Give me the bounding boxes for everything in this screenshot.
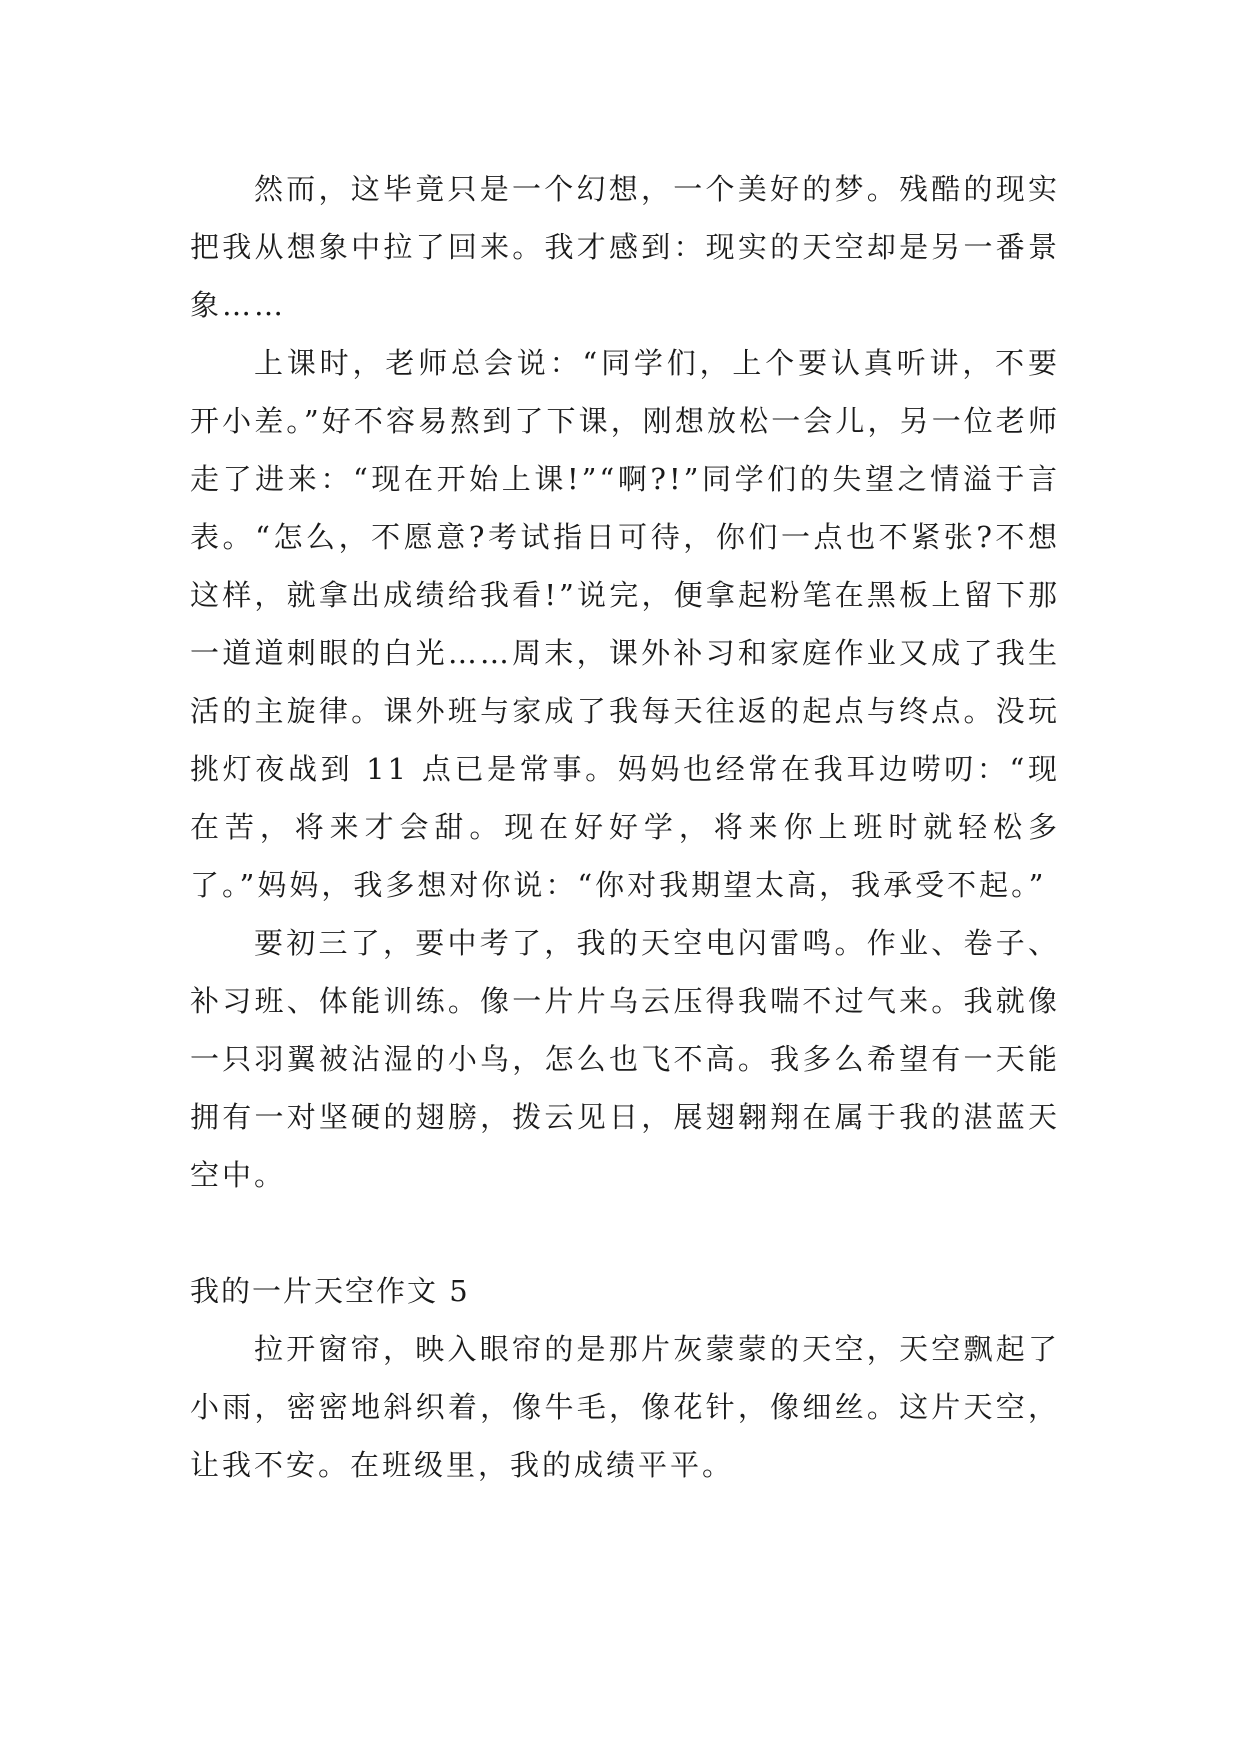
document-page (190, 160, 1060, 1494)
section-heading: 我的一片天空作文 5 (190, 1274, 470, 1308)
paragraph-school-life: 上课时，老师总会说：“同学们，上个要认真听讲，不要开小差。”好不容易熬到了下课，刚想放松一会儿，另一位老师走了进来：“现在开始上课!”“啊?!”同学们的失望之情溢于言表。“怎么，不愿意?考试指日可待，你们一点也不紧张?不想这样，就拿出成绩给我看!”说完，便拿起粉笔在黑板上留下那一道道刺眼的白光……周末，课外补习和家庭作业又成了我生活的主旋律。课外班与家成了我每天往返的起点与终点。没玩挑灯夜战到 11 点已是常事。妈妈也经常在我耳边唠叨：“现在苦，将来才会甜。现在好好学，将来你上班时就轻松多了。”妈妈，我多想对你说：“你对我期望太高，我承受不起。” (190, 346, 1060, 902)
paragraph-exam-pressure: 要初三了，要中考了，我的天空电闪雷鸣。作业、卷子、补习班、体能训练。像一片片乌云压得我喘不过气来。我就像一只羽翼被沾湿的小鸟，怎么也飞不高。我多么希望有一天能拥有一对坚硬的翅膀，拨云见日，展翅翱翔在属于我的湛蓝天空中。 (190, 926, 1060, 1192)
paragraph-fantasy: 然而，这毕竟只是一个幻想，一个美好的梦。残酷的现实把我从想象中拉了回来。我才感到：现实的天空却是另一番景象…… (190, 172, 1060, 322)
paragraph-window-sky: 拉开窗帘，映入眼帘的是那片灰蒙蒙的天空，天空飘起了小雨，密密地斜织着，像牛毛，像花针，像细丝。这片天空，让我不安。在班级里，我的成绩平平。 (190, 1332, 1060, 1482)
